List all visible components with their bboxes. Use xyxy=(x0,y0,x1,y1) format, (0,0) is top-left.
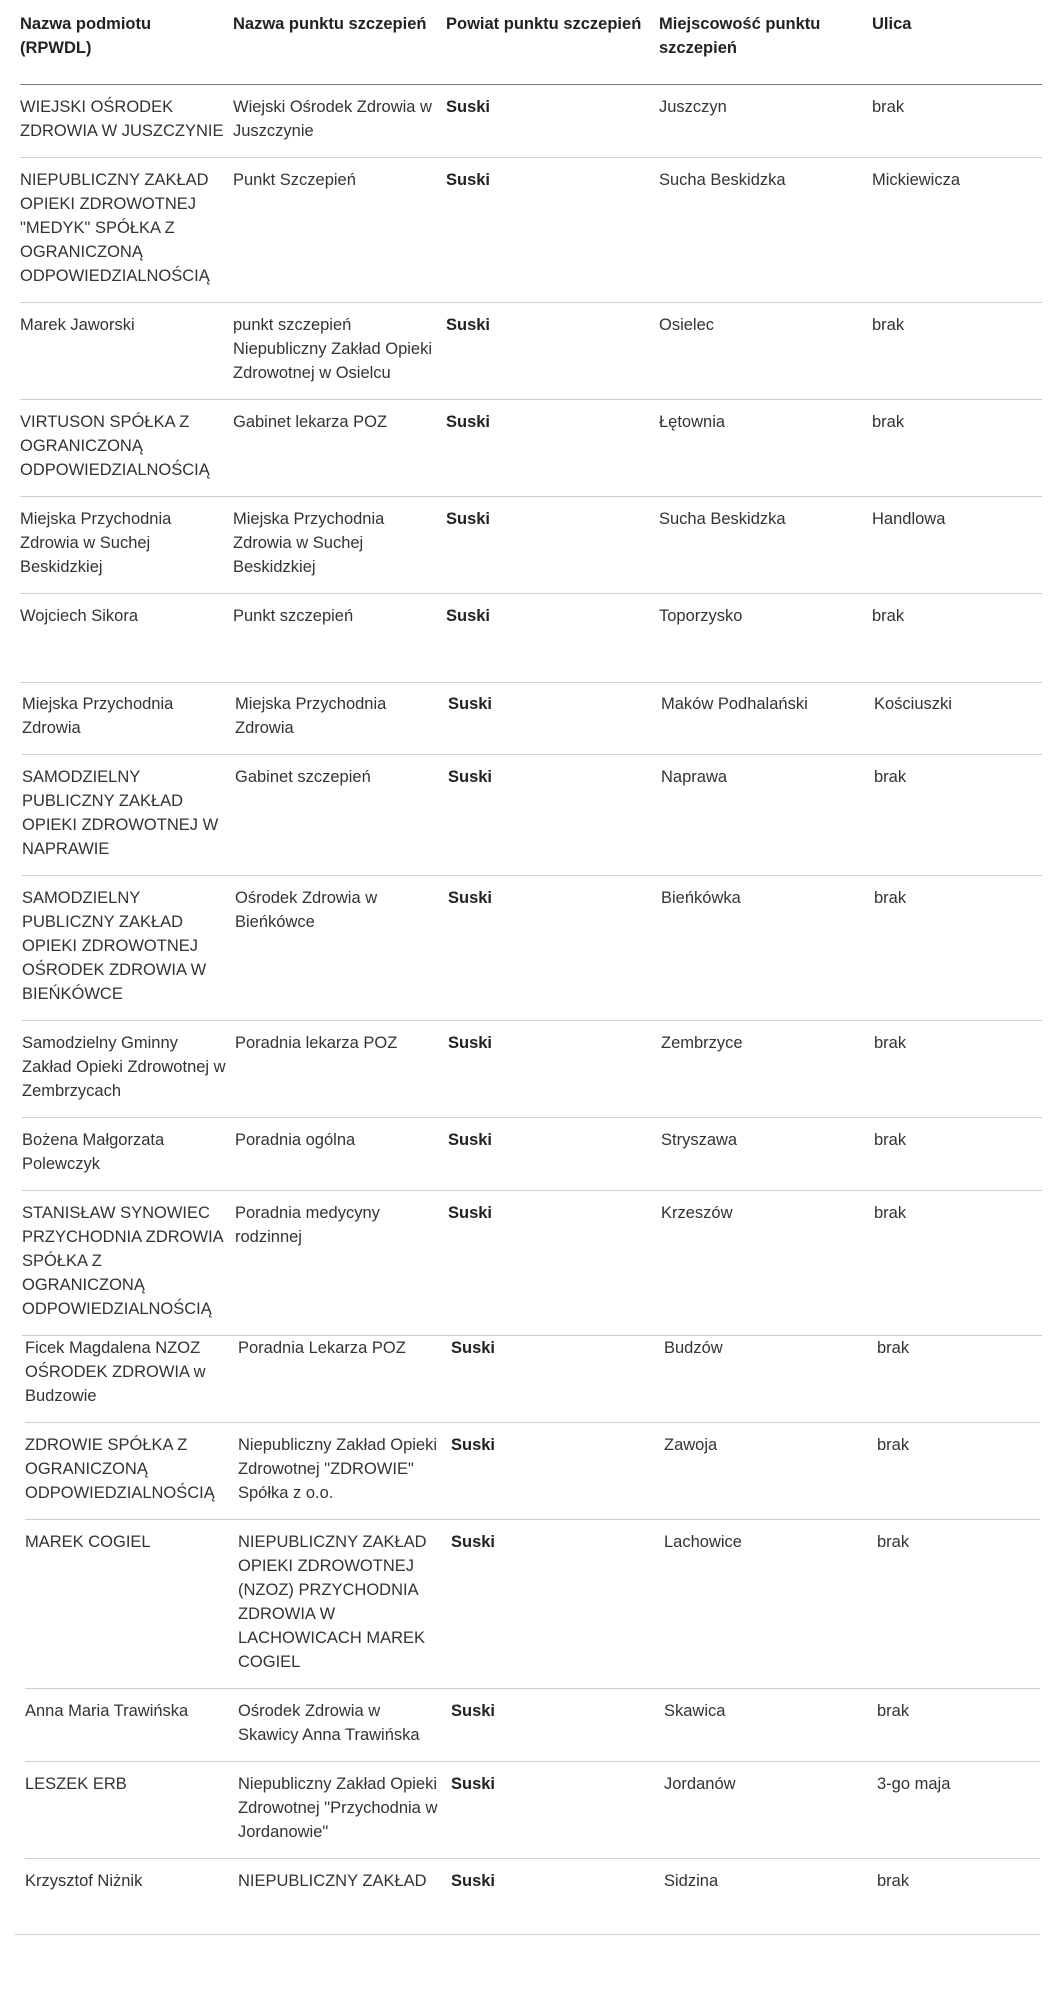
cell-locality: Sidzina xyxy=(664,1872,719,1890)
cell-point-name: Poradnia ogólna xyxy=(235,1131,356,1149)
cell-point-name: Poradnia Lekarza POZ xyxy=(238,1339,406,1357)
cell-district: Suski xyxy=(451,1533,496,1551)
cell-district: Suski xyxy=(446,413,491,431)
cell-locality: Juszczyn xyxy=(659,98,727,116)
cell-locality: Stryszawa xyxy=(661,1131,738,1149)
cell-street: brak xyxy=(877,1339,910,1357)
cell-district: Suski xyxy=(446,510,491,528)
table-row xyxy=(25,1423,1040,1520)
cell-entity-name: VIRTUSON SPÓŁKA Z OGRANICZONĄ ODPOWIEDZIALNOŚCIĄ xyxy=(20,413,210,479)
cell-locality: Osielec xyxy=(659,316,715,334)
cell-street: 3-go maja xyxy=(877,1775,951,1793)
cell-entity-name: Bożena Małgorzata Polewczyk xyxy=(22,1131,165,1173)
cell-street: Kościuszki xyxy=(874,695,952,713)
cell-district: Suski xyxy=(446,316,491,334)
cell-district: Suski xyxy=(448,768,493,786)
cell-point-name: Miejska Przychodnia Zdrowia w Suchej Beskidzkiej xyxy=(233,510,385,576)
table-row xyxy=(25,1762,1040,1859)
cell-entity-name: Ficek Magdalena NZOZ OŚRODEK ZDROWIA w Budzowie xyxy=(25,1339,206,1405)
cell-point-name: Miejska Przychodnia Zdrowia xyxy=(235,695,387,737)
table-row xyxy=(22,1191,1042,1336)
cell-street: brak xyxy=(877,1533,910,1551)
cell-district: Suski xyxy=(448,1131,493,1149)
header-district: Powiat punktu szczepień xyxy=(446,15,642,33)
cell-entity-name: WIEJSKI OŚRODEK ZDROWIA W JUSZCZYNIE xyxy=(20,98,224,140)
bottom-divider xyxy=(15,1934,1040,1935)
cell-entity-name: Marek Jaworski xyxy=(20,316,135,334)
cell-street: brak xyxy=(874,1204,907,1222)
cell-point-name: Ośrodek Zdrowia w Bieńkówce xyxy=(235,889,378,931)
cell-street: Handlowa xyxy=(872,510,946,528)
table-segment-1 xyxy=(20,0,1042,683)
cell-point-name: NIEPUBLICZNY ZAKŁAD OPIEKI ZDROWOTNEJ (NZOZ) PRZYCHODNIA ZDROWIA W LACHOWICACH MAREK COGIEL xyxy=(238,1533,427,1671)
table-row xyxy=(22,682,1042,755)
cell-district: Suski xyxy=(448,889,493,907)
cell-district: Suski xyxy=(448,1034,493,1052)
cell-locality: Skawica xyxy=(664,1702,726,1720)
cell-district: Suski xyxy=(448,695,493,713)
table-row xyxy=(25,1689,1040,1762)
cell-entity-name: Krzysztof Niżnik xyxy=(25,1872,143,1890)
cell-point-name: Ośrodek Zdrowia w Skawicy Anna Trawińska xyxy=(238,1702,420,1744)
cell-entity-name: Miejska Przychodnia Zdrowia w Suchej Beskidzkiej xyxy=(20,510,172,576)
header-entity-name: Nazwa podmiotu (RPWDL) xyxy=(20,15,152,57)
cell-street: brak xyxy=(872,607,905,625)
cell-street: brak xyxy=(874,768,907,786)
cell-entity-name: Miejska Przychodnia Zdrowia xyxy=(22,695,174,737)
table-row xyxy=(22,1021,1042,1118)
vaccination-points-table-part-2 xyxy=(22,682,1042,1336)
cell-locality: Toporzysko xyxy=(659,607,743,625)
cell-locality: Łętownia xyxy=(659,413,726,431)
cell-point-name: Gabinet szczepień xyxy=(235,768,371,786)
header-street: Ulica xyxy=(872,15,912,33)
cell-locality: Naprawa xyxy=(661,768,728,786)
cell-point-name: punkt szczepień Niepubliczny Zakład Opieki Zdrowotnej w Osielcu xyxy=(233,316,433,382)
cell-district: Suski xyxy=(451,1702,496,1720)
cell-entity-name: STANISŁAW SYNOWIEC PRZYCHODNIA ZDROWIA SPÓŁKA Z OGRANICZONĄ ODPOWIEDZIALNOŚCIĄ xyxy=(22,1204,223,1318)
table-row xyxy=(20,158,1042,303)
table-row xyxy=(22,876,1042,1021)
table-row xyxy=(22,755,1042,876)
cell-locality: Bieńkówka xyxy=(661,889,741,907)
table-segment-2 xyxy=(22,682,1042,1336)
cell-district: Suski xyxy=(446,98,491,116)
cell-street: brak xyxy=(872,413,905,431)
header-locality: Miejscowość punktu szczepień xyxy=(659,15,821,57)
vaccination-points-table xyxy=(20,0,1042,642)
cell-locality: Krzeszów xyxy=(661,1204,733,1222)
table-row xyxy=(25,1326,1040,1423)
cell-point-name: Niepubliczny Zakład Opieki Zdrowotnej "Przychodnia w Jordanowie" xyxy=(238,1775,438,1841)
table-row xyxy=(25,1520,1040,1689)
table-row xyxy=(20,85,1042,158)
cell-point-name: Poradnia medycyny rodzinnej xyxy=(235,1204,380,1246)
cell-street: brak xyxy=(877,1872,910,1890)
cell-entity-name: LESZEK ERB xyxy=(25,1775,127,1793)
cell-entity-name: Anna Maria Trawińska xyxy=(25,1702,189,1720)
cell-point-name: Wiejski Ośrodek Zdrowia w Juszczynie xyxy=(233,98,432,140)
cell-district: Suski xyxy=(446,607,491,625)
cell-street: Mickiewicza xyxy=(872,171,961,189)
cell-point-name: Niepubliczny Zakład Opieki Zdrowotnej "ZDROWIE" Spółka z o.o. xyxy=(238,1436,438,1502)
cell-district: Suski xyxy=(446,171,491,189)
table-row xyxy=(25,1859,1040,1908)
cell-district: Suski xyxy=(448,1204,493,1222)
cell-district: Suski xyxy=(451,1339,496,1357)
cell-street: brak xyxy=(877,1702,910,1720)
cell-point-name: NIEPUBLICZNY ZAKŁAD xyxy=(238,1872,427,1890)
cell-locality: Zawoja xyxy=(664,1436,718,1454)
cell-entity-name: Samodzielny Gminny Zakład Opieki Zdrowotnej w Zembrzycach xyxy=(22,1034,226,1100)
cell-entity-name: Wojciech Sikora xyxy=(20,607,138,625)
cell-street: brak xyxy=(872,316,905,334)
table-row xyxy=(20,303,1042,400)
cell-locality: Lachowice xyxy=(664,1533,742,1551)
table-row xyxy=(20,497,1042,594)
table-header-row xyxy=(20,0,1042,85)
cell-entity-name: ZDROWIE SPÓŁKA Z OGRANICZONĄ ODPOWIEDZIALNOŚCIĄ xyxy=(25,1436,215,1502)
table-segment-3 xyxy=(25,1326,1040,1934)
cell-locality: Sucha Beskidzka xyxy=(659,510,786,528)
cell-point-name: Punkt Szczepień xyxy=(233,171,356,189)
table-row xyxy=(20,400,1042,497)
cell-district: Suski xyxy=(451,1872,496,1890)
cell-district: Suski xyxy=(451,1775,496,1793)
cell-district: Suski xyxy=(451,1436,496,1454)
table-row xyxy=(22,1118,1042,1191)
cell-locality: Zembrzyce xyxy=(661,1034,743,1052)
cell-entity-name: SAMODZIELNY PUBLICZNY ZAKŁAD OPIEKI ZDROWOTNEJ OŚRODEK ZDROWIA W BIEŃKÓWCE xyxy=(22,889,207,1003)
cell-locality: Sucha Beskidzka xyxy=(659,171,786,189)
vaccination-points-table-part-3 xyxy=(25,1326,1040,1907)
cell-entity-name: SAMODZIELNY PUBLICZNY ZAKŁAD OPIEKI ZDROWOTNEJ W NAPRAWIE xyxy=(22,768,219,858)
cell-locality: Jordanów xyxy=(664,1775,736,1793)
cell-street: brak xyxy=(877,1436,910,1454)
table-row xyxy=(20,594,1042,643)
cell-entity-name: MAREK COGIEL xyxy=(25,1533,151,1551)
header-point-name: Nazwa punktu szczepień xyxy=(233,15,427,33)
cell-locality: Budzów xyxy=(664,1339,723,1357)
cell-point-name: Punkt szczepień xyxy=(233,607,354,625)
cell-street: brak xyxy=(874,889,907,907)
cell-point-name: Gabinet lekarza POZ xyxy=(233,413,388,431)
cell-entity-name: NIEPUBLICZNY ZAKŁAD OPIEKI ZDROWOTNEJ "MEDYK" SPÓŁKA Z OGRANICZONĄ ODPOWIEDZIALNOŚCIĄ xyxy=(20,171,210,285)
cell-street: brak xyxy=(874,1131,907,1149)
cell-street: brak xyxy=(874,1034,907,1052)
cell-point-name: Poradnia lekarza POZ xyxy=(235,1034,398,1052)
cell-street: brak xyxy=(872,98,905,116)
cell-locality: Maków Podhalański xyxy=(661,695,808,713)
